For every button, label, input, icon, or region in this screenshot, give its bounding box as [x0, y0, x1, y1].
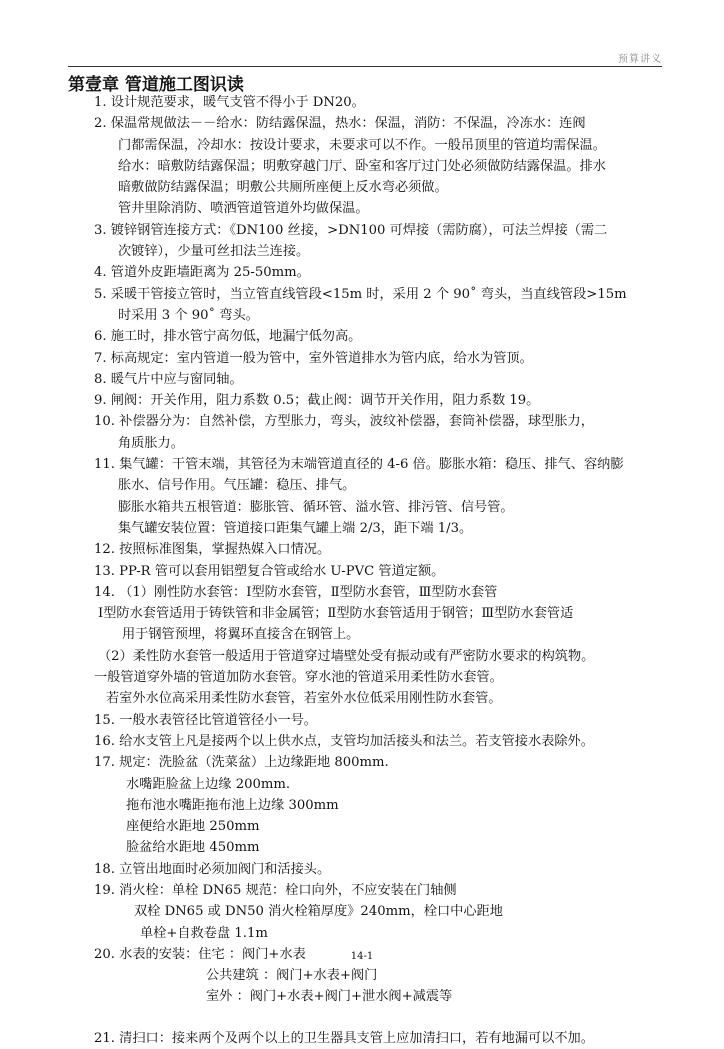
text-line: 17. 规定：洗脸盆（洗菜盆）上边缘距地 800mm.: [94, 755, 389, 771]
text-line: 3. 镀锌钢管连接方式：《DN100 丝接，>DN100 可焊接（需防腐），可法兰焊接（需二: [94, 222, 608, 238]
text-line: 膨胀水箱共五根管道：膨胀管、循环管、溢水管、排污管、信号管。: [118, 499, 514, 515]
text-line: 单栓+自救卷盘 1.1m: [140, 925, 268, 941]
text-line: 10. 补偿器分为：自然补偿，方型胀力，弯头，波纹补偿器，套筒补偿器，球型胀力，: [94, 414, 594, 430]
text-line: 21. 清扫口：接来两个及两个以上的卫生器具支管上应加清扫口，若有地漏可以不加。: [94, 1030, 594, 1046]
text-line: 门都需保温，冷却水：按设计要求，未要求可以不作。一般吊顶里的管道均需保温。: [118, 137, 606, 153]
text-line: 18. 立管出地面时必须加阀门和活接头。: [94, 861, 331, 877]
text-line: 集气罐安装位置：管道接口距集气罐上端 2/3，距下端 1/3。: [118, 520, 473, 536]
text-line: 次镀锌），少量可丝扣法兰连接。: [118, 244, 310, 260]
text-line: 1. 设计规范要求，暖气支管不得小于 DN20。: [94, 95, 365, 110]
text-line: 4. 管道外皮距墙距离为 25-50mm。: [94, 265, 310, 281]
header-rule: [68, 66, 662, 67]
text-line: Ⅰ型防水套管适用于铸铁管和非金属管；Ⅱ型防水套管适用于钢管；Ⅲ型防水套管适: [98, 606, 574, 622]
text-line: 给水：暗敷防结露保温；明敷穿越门厅、卧室和客厅过门处必须做防结露保温。排水: [118, 158, 606, 174]
text-line: 2. 保温常规做法－－给水：防结露保温，热水：保温，消防：不保温，冷冻水：连阀: [94, 116, 586, 132]
text-line: 19. 消火栓：单栓 DN65 规范：栓口向外，不应安装在门轴侧: [94, 882, 457, 898]
text-line: 一般管道穿外墙的管道加防水套管。穿水池的管道采用柔性防水套管。: [94, 670, 503, 686]
text-line: 室外 ：阀门+水表+阀门+泄水阀+减震等: [206, 989, 453, 1005]
text-line: 6. 施工时，排水管宁高勿低，地漏宁低勿高。: [94, 329, 362, 345]
text-line: 座便给水距地 250mm: [126, 819, 260, 835]
text-line: 暗敷做防结露保温；明敷公共厕所座便上反水弯必须做。: [118, 180, 448, 196]
paragraph-gap: [68, 1008, 668, 1028]
text-line: 12. 按照标准图集，掌握热媒入口情况。: [94, 542, 331, 558]
text-line: （2）柔性防水套管一般适用于管道穿过墙壁处受有振动或有严密防水要求的构筑物。: [98, 648, 595, 664]
document-body: [68, 92, 668, 1049]
text-line: 15. 一般水表管径比管道管径小一号。: [94, 712, 317, 728]
text-line: 20. 水表的安装：住宅 ：阀门+水表: [94, 946, 306, 962]
text-line: 14. （1）刚性防水套管：Ⅰ型防水套管，Ⅱ型防水套管，Ⅲ型防水套管: [94, 584, 498, 600]
page-number: 14-1: [350, 951, 374, 962]
text-line: 11. 集气罐：干管末端，其管径为末端管道直径的 4-6 倍。膨胀水箱：稳压、排气、容纳膨: [94, 457, 624, 473]
running-header: 预算讲义: [618, 54, 662, 65]
chapter-title: 第壹章 管道施工图识读: [68, 75, 244, 95]
text-line: 水嘴距脸盆上边缘 200mm.: [126, 776, 291, 792]
text-line: 5. 采暖干管接立管时，当立管直线管段<15m 时，采用 2 个 90˚ 弯头，当直线管段>15m: [94, 286, 627, 302]
text-line: 若室外水位高采用柔性防水套管，若室外水位低采用刚性防水套管。: [106, 691, 502, 707]
text-line: 脸盆给水距地 450mm: [126, 840, 260, 856]
text-line: 双栓 DN65 或 DN50 消火栓箱厚度》240mm，栓口中心距地: [134, 904, 503, 920]
text-line: 13. PP-R 管可以套用铝塑复合管或给水 U-PVC 管道定额。: [94, 563, 445, 579]
text-line: 公共建筑 ：阀门+水表+阀门: [206, 968, 378, 984]
text-line: 管井里除消防、喷洒管道管道外均做保温。: [118, 201, 369, 217]
text-line: 16. 给水支管上凡是接两个以上供水点，支管均加活接头和法兰。若支管接水表除外。: [94, 733, 594, 749]
text-line: 拖布池水嘴距拖布池上边缘 300mm: [126, 797, 339, 813]
text-line: 时采用 3 个 90˚ 弯头。: [118, 307, 259, 323]
text-line: 9. 闸阀：开关作用，阻力系数 0.5；截止阀：调节开关作用，阻力系数 19。: [94, 393, 540, 409]
text-line: 8. 暖气片中应与窗同轴。: [94, 371, 243, 387]
text-line: 角质胀力。: [118, 435, 184, 451]
text-line: 胀水、信号作用。气压罐：稳压、排气。: [118, 478, 356, 494]
text-line: 用于钢管预埋，将翼环直接含在钢管上。: [122, 627, 360, 643]
text-line: 7. 标高规定：室内管道一般为管中，室外管道排水为管内底，给水为管顶。: [94, 350, 533, 366]
